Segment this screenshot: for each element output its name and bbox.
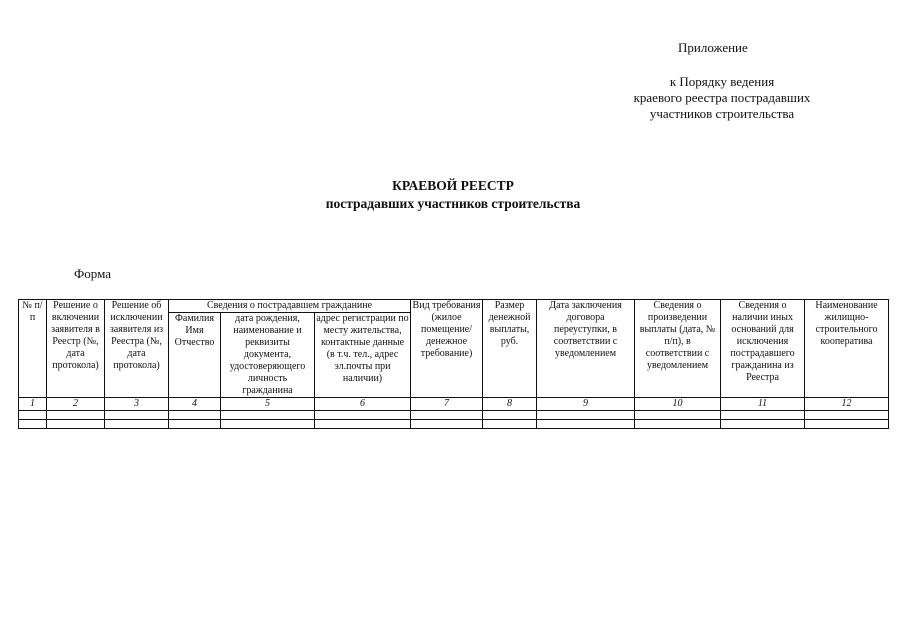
header-payment-info: Сведения о произведении выплаты (дата, № п/п), в соответствии с уведомлением: [635, 300, 721, 398]
header-payment-size: Размер денежной выплаты, руб.: [483, 300, 537, 398]
document-subtitle: пострадавших участников строительства: [325, 196, 581, 211]
column-numbers-row: [19, 398, 889, 411]
table-row: [19, 411, 889, 420]
header-assignment-date: Дата заключения договора переуступки, в соответствии с уведомлением: [537, 300, 635, 398]
header-inclusion-decision: Решение о включении заявителя в Реестр (№, дата протокола): [47, 300, 105, 398]
column-number: 5: [221, 398, 315, 411]
annex-line-2: краевого реестра пострадавших: [633, 90, 811, 105]
header-claim-type: Вид требования (жилое помещение/ денежное требование): [411, 300, 483, 398]
header-citizen-info-group: Сведения о пострадавшем гражданине: [169, 300, 411, 313]
header-other-grounds: Сведения о наличии иных оснований для исключения пострадавшего гражданина из Реестра: [721, 300, 805, 398]
form-label: Форма: [74, 266, 111, 281]
annex-block: [612, 40, 832, 122]
annex-line-1: к Порядку ведения: [669, 74, 775, 89]
register-table: [18, 299, 889, 429]
column-number: 1: [19, 398, 47, 411]
column-number: 9: [537, 398, 635, 411]
column-number: 8: [483, 398, 537, 411]
column-number: 11: [721, 398, 805, 411]
header-cooperative: Наименование жилищно-строительного кооператива: [805, 300, 889, 398]
column-number: 7: [411, 398, 483, 411]
column-number: 2: [47, 398, 105, 411]
column-number: 6: [315, 398, 411, 411]
table-row: [19, 420, 889, 429]
column-number: 12: [805, 398, 889, 411]
column-number: 4: [169, 398, 221, 411]
column-number: 3: [105, 398, 169, 411]
header-num: № п/п: [19, 300, 47, 398]
document-title: КРАЕВОЙ РЕЕСТР: [392, 178, 514, 193]
header-row-1: [19, 300, 889, 313]
header-address-contacts: адрес регистрации по месту жительства, контактные данные (в т.ч. тел., адрес эл.почты при наличии): [315, 313, 411, 398]
header-birth-document: дата рождения, наименование и реквизиты документа, удостоверяющего личность гражданина: [221, 313, 315, 398]
header-exclusion-decision: Решение об исключении заявителя из Реестра (№, дата протокола): [105, 300, 169, 398]
header-fio: Фамилия Имя Отчество: [169, 313, 221, 398]
annex-line-3: участников строительства: [649, 106, 795, 121]
column-number: 10: [635, 398, 721, 411]
annex-title: Приложение: [678, 40, 748, 55]
